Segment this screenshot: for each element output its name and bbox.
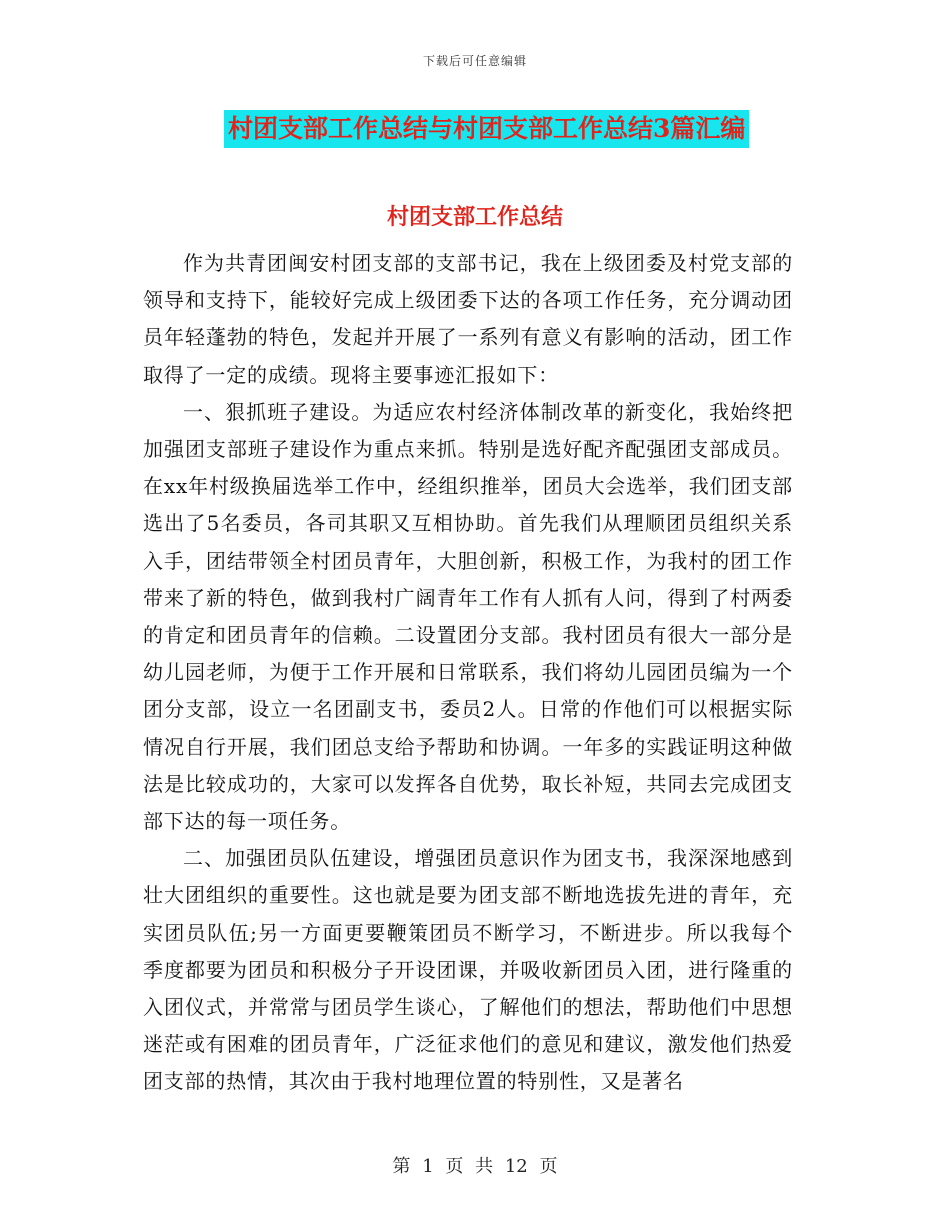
document-title: 村团支部工作总结与村团支部工作总结3篇汇编 [224, 110, 749, 148]
body-text [143, 245, 793, 1101]
paragraph-section-1: 一、狠抓班子建设。为适应农村经济体制改革的新变化，我始终把加强团支部班子建设作为重点来抓。特别是选好配齐配强团支部成员。在xx年村级换届选举工作中，经组织推举，团员大会选举，我们团支部选出了5名委员，各司其职又互相协助。首先我们从理顺团员组织关系入手，团结带领全村团员青年，大胆创新，积极工作，为我村的团工作带来了新的特色，做到我村广阔青年工作有人抓有人问，得到了村两委的肯定和团员青年的信赖。二设置团分支部。我村团员有很大一部分是幼儿园老师，为便于工作开展和日常联系，我们将幼儿园团员编为一个团分支部，设立一名团副支书，委员2人。日常的作他们可以根据实际情况自行开展，我们团总支给予帮助和协调。一年多的实践证明这种做法是比较成功的，大家可以发挥各自优势，取长补短，共同去完成团支部下达的每一项任务。 [143, 399, 793, 834]
page-number-footer: 第 1 页 共 12 页 [392, 1156, 558, 1177]
paragraph-intro: 作为共青团闽安村团支部的支部书记，我在上级团委及村党支部的领导和支持下，能较好完成上级团委下达的各项工作任务，充分调动团员年轻蓬勃的特色，发起并开展了一系列有意义有影响的活动，团工作取得了一定的成绩。现将主要事迹汇报如下： [143, 251, 793, 387]
section-title: 村团支部工作总结 [386, 204, 563, 230]
paragraph-section-2: 二、加强团员队伍建设，增强团员意识作为团支书，我深深地感到壮大团组织的重要性。这也就是要为团支部不断地选拔先进的青年，充实团员队伍;另一方面更要鞭策团员不断学习，不断进步。所以我每个季度都要为团员和积极分子开设团课，并吸收新团员入团，进行隆重的入团仪式，并常常与团员学生谈心，了解他们的想法，帮助他们中思想迷茫或有困难的团员青年，广泛征求他们的意见和建议，激发他们热爱团支部的热情，其次由于我村地理位置的特别性，又是著名 [143, 846, 793, 1094]
header-note: 下载后可任意编辑 [422, 54, 527, 68]
